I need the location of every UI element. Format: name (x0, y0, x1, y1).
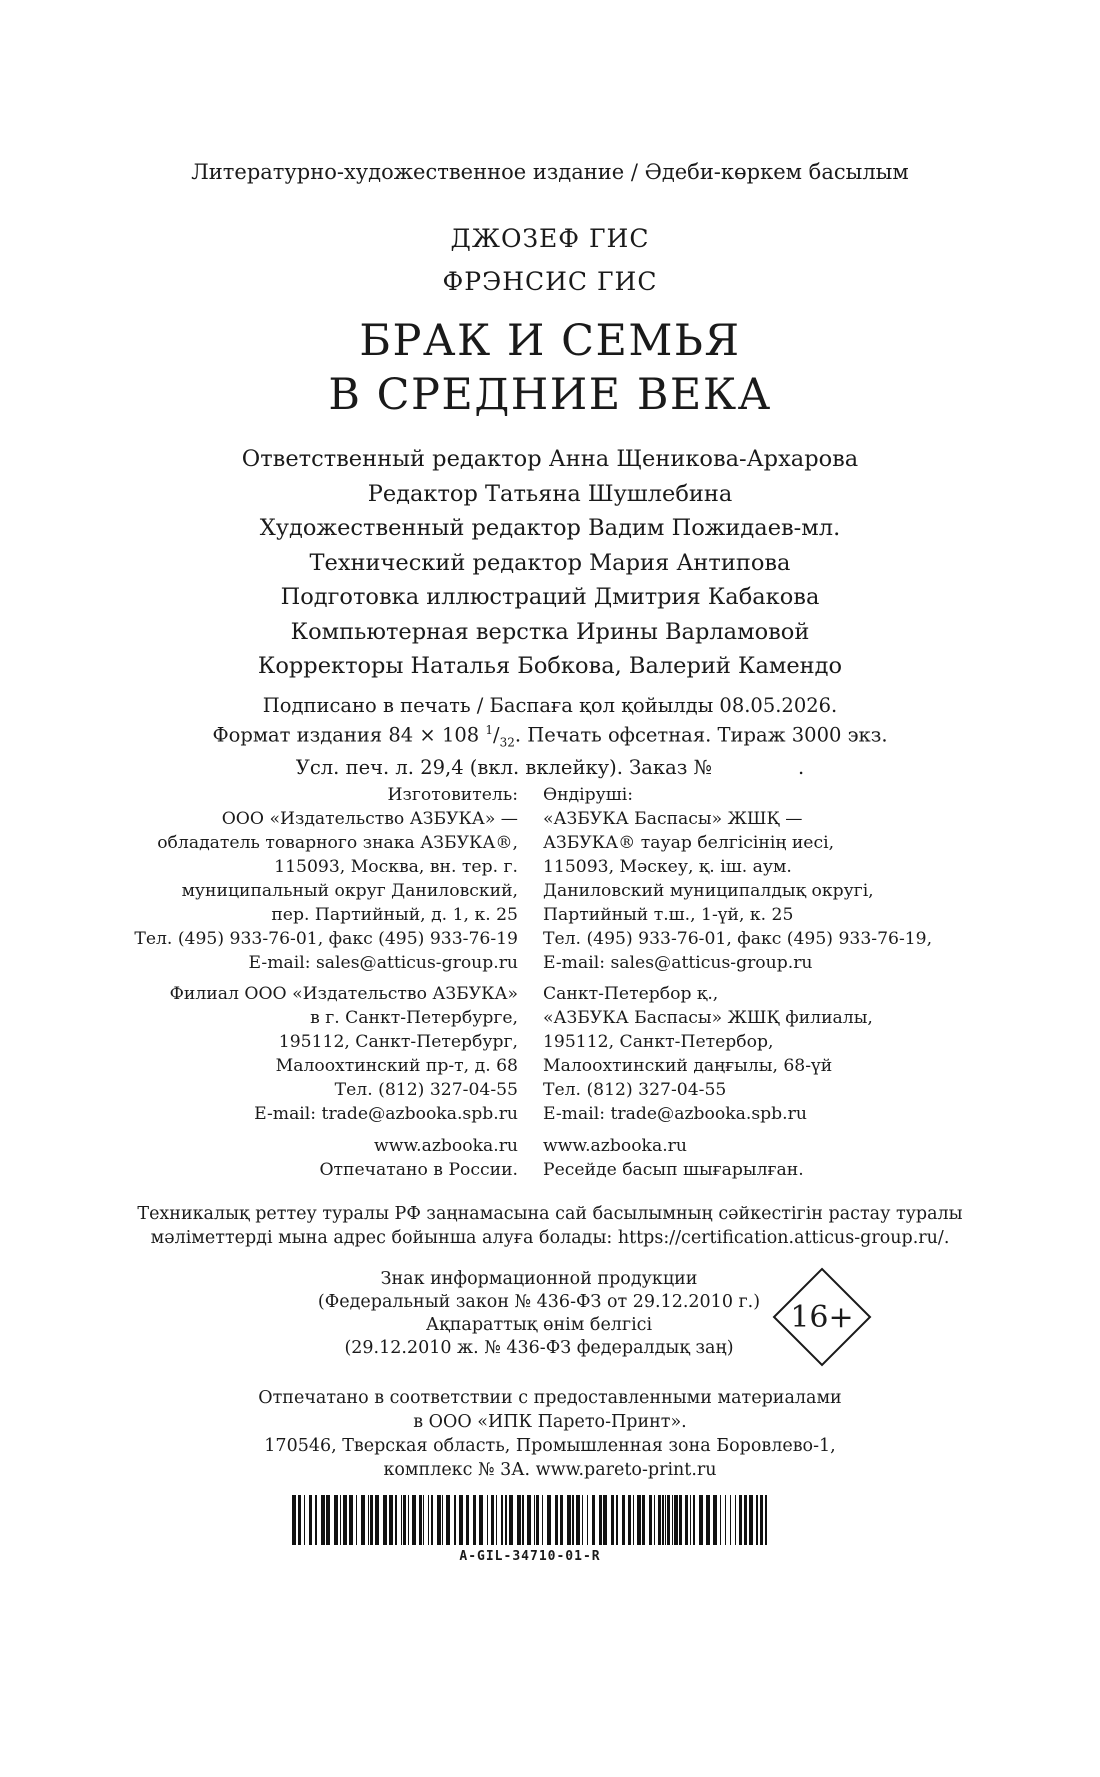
barcode-bar (509, 1495, 513, 1545)
barcode-bar (522, 1495, 524, 1545)
barcode-bar (690, 1495, 691, 1545)
branch-ru-line: Малоохтинский пр-т, д. 68 (275, 1056, 518, 1076)
barcode-bar (749, 1495, 753, 1545)
barcode-bar (292, 1495, 296, 1545)
barcode-bar (496, 1495, 497, 1545)
format-fraction-num: 1 (485, 723, 494, 737)
barcode-bar (454, 1495, 456, 1545)
barcode-bar (654, 1495, 655, 1545)
barcode-bar (419, 1495, 422, 1545)
barcode-bar (642, 1495, 645, 1545)
branch-kz-line: «АЗБУКА Баспасы» ЖШҚ филиалы, (543, 1008, 873, 1028)
credit-line: Компьютерная верстка Ирины Варламовой (290, 618, 810, 645)
mfr-ru-line: 115093, Москва, вн. тер. г. (274, 857, 518, 877)
cert-line: мәліметтерді мына адрес бойынша алуға болады: https://certification.atticus-group.ru/. (150, 1228, 950, 1248)
barcode-bar (735, 1495, 736, 1545)
barcode-bar (658, 1495, 661, 1545)
edition-type: Литературно-художественное издание / Әдеби-көркем басылым (191, 160, 909, 184)
barcode-bar (408, 1495, 409, 1545)
barcode-bar (321, 1495, 325, 1545)
branch-ru-line: E-mail: trade@azbooka.spb.ru (254, 1104, 518, 1124)
footer-kz-line: Ресейде басып шығарылған. (543, 1160, 804, 1180)
age-sign-line: (Федеральный закон № 436-ФЗ от 29.12.2010 г.) (317, 1292, 761, 1312)
footer-kz-line: www.azbooka.ru (543, 1136, 687, 1156)
branch-kz-line: 195112, Санкт-Петербор, (543, 1032, 774, 1052)
barcode-bar (459, 1495, 463, 1545)
age-sign-text (304, 1268, 774, 1360)
manufacturer-kz-column (543, 783, 932, 1182)
barcode-bar (706, 1495, 710, 1545)
barcode-bar (370, 1495, 373, 1545)
footer-ru-line: Отпечатано в России. (319, 1160, 518, 1180)
barcode-bar (315, 1495, 317, 1545)
barcode-bar (611, 1495, 614, 1545)
barcode-bar (567, 1495, 571, 1545)
mfr-ru-line: обладатель товарного знака АЗБУКА®, (157, 833, 518, 853)
barcode-bar (375, 1495, 379, 1545)
barcode-bar (649, 1495, 652, 1545)
barcode-bar (760, 1495, 763, 1545)
barcode-bar (383, 1495, 387, 1545)
barcode-bar (395, 1495, 397, 1545)
barcode-bar (679, 1495, 682, 1545)
barcode-bar (730, 1495, 731, 1545)
barcode-bar (431, 1495, 433, 1545)
branch-ru-line: Филиал ООО «Издательство АЗБУКА» (169, 984, 518, 1004)
barcode-bar (603, 1495, 607, 1545)
mfr-kz-line: «АЗБУКА Баспасы» ЖШҚ — (543, 809, 803, 829)
barcode-bar (501, 1495, 503, 1545)
format-prefix: Формат издания 84 × 108 (212, 723, 486, 747)
mfr-kz-line: Партийный т.ш., 1-үй, к. 25 (543, 905, 794, 925)
sheets-end: . (798, 756, 805, 780)
age-sign-line: Знак информационной продукции (380, 1269, 698, 1289)
barcode-bar (403, 1495, 406, 1545)
barcode-bar (622, 1495, 625, 1545)
barcode-bar (765, 1495, 767, 1545)
barcode-bar (389, 1495, 393, 1545)
barcode-bar (466, 1495, 469, 1545)
cert-line: Техникалық реттеу туралы РФ заңнамасына сай басылымның сәйкестігін растау туралы (137, 1204, 963, 1224)
barcode-bar (534, 1495, 535, 1545)
barcode-bar (542, 1495, 543, 1545)
print-info (0, 693, 1100, 780)
credit-line: Ответственный редактор Анна Щеникова-Архарова (241, 446, 859, 472)
barcode-bar (446, 1495, 450, 1545)
barcode-bar (685, 1495, 688, 1545)
barcode-bar (340, 1495, 341, 1545)
barcode-bar (361, 1495, 365, 1545)
barcode-bar (599, 1495, 602, 1545)
barcode-bar (572, 1495, 574, 1545)
barcode-bar (576, 1495, 580, 1545)
manufacturer-ru-column (134, 783, 518, 1182)
mfr-ru-line: Тел. (495) 933-76-01, факс (495) 933-76-19 (134, 929, 518, 949)
barcode-bar (423, 1495, 424, 1545)
book-title (0, 314, 1100, 422)
barcode-bar (298, 1495, 301, 1545)
mfr-ru-line: ООО «Издательство АЗБУКА» — (221, 809, 518, 829)
mfr-kz-line: 115093, Мәскеу, қ. іш. аум. (543, 857, 792, 877)
barcode-bar (633, 1495, 634, 1545)
format-suffix: . Печать офсетная. Тираж 3000 экз. (514, 723, 888, 747)
barcode-bar (442, 1495, 443, 1545)
barcode-bar (662, 1495, 664, 1545)
barcode-bar (527, 1495, 531, 1545)
barcode-bar (368, 1495, 369, 1545)
barcode-bar (725, 1495, 726, 1545)
title-line-1: БРАК И СЕМЬЯ (359, 316, 741, 366)
format-line (0, 718, 1100, 755)
barcode-bar (547, 1495, 551, 1545)
barcode-bar (401, 1495, 402, 1545)
fraction-slash: / (493, 723, 500, 747)
barcode-bar (536, 1495, 539, 1545)
barcode-bar (349, 1495, 353, 1545)
credit-line: Технический редактор Мария Антипова (309, 549, 791, 576)
barcode-bar (628, 1495, 631, 1545)
barcode-bar (304, 1495, 305, 1545)
title-line-2: В СРЕДНИЕ ВЕКА (328, 370, 772, 420)
author-1: ДЖОЗЕФ ГИС (450, 224, 650, 253)
printed-by-line: комплекс № 3А. www.pareto-print.ru (383, 1460, 717, 1480)
barcode-label: A-GIL-34710-01-R (459, 1549, 601, 1564)
barcode-bar (699, 1495, 703, 1545)
mfr-ru-line: муниципальный округ Даниловский, (181, 881, 518, 901)
sheets-text: Усл. печ. л. 29,4 (вкл. вклейку). Заказ № (295, 756, 712, 780)
barcode-bar (473, 1495, 476, 1545)
barcode-bar (334, 1495, 338, 1545)
barcode-bar (739, 1495, 742, 1545)
mfr-ru-line: E-mail: sales@atticus-group.ru (248, 953, 518, 973)
barcode-bar (674, 1495, 678, 1545)
barcode-bar (744, 1495, 747, 1545)
branch-kz-line: Санкт-Петербор қ., (543, 984, 719, 1004)
barcode-bar (665, 1495, 666, 1545)
mfr-kz-line: Өндіруші: (543, 785, 634, 805)
barcode-bar (326, 1495, 330, 1545)
format-fraction-den: 32 (499, 735, 515, 750)
mfr-ru-line: пер. Партийный, д. 1, к. 25 (271, 905, 518, 925)
barcode-bar (672, 1495, 673, 1545)
barcode-bar (309, 1495, 312, 1545)
credit-line: Корректоры Наталья Бобкова, Валерий Камендо (257, 653, 843, 679)
barcode-bar (555, 1495, 558, 1545)
age-rating-badge (772, 1267, 872, 1367)
mfr-kz-line: Тел. (495) 933-76-01, факс (495) 933-76-19, (543, 929, 933, 949)
age-sign-line: Ақпараттық өнім белгісі (425, 1315, 653, 1335)
branch-ru-line: Тел. (812) 327-04-55 (334, 1080, 518, 1100)
printed-by-line: 170546, Тверская область, Промышленная зона Боровлево-1, (264, 1436, 836, 1456)
barcode-bar (713, 1495, 717, 1545)
mfr-kz-line: E-mail: sales@atticus-group.ru (543, 953, 813, 973)
barcode-bar (356, 1495, 357, 1545)
barcode-bar (343, 1495, 347, 1545)
mfr-kz-line: АЗБУКА® тауар белгісінің иесі, (543, 833, 835, 853)
barcode-bar (587, 1495, 588, 1545)
barcode-bar (412, 1495, 416, 1545)
credit-line: Редактор Татьяна Шушлебина (367, 480, 733, 507)
branch-kz-line: Малоохтинский даңғылы, 68-үй (543, 1056, 833, 1076)
barcode-bar (517, 1495, 521, 1545)
barcode-bar (637, 1495, 641, 1545)
footer-ru-line: www.azbooka.ru (374, 1136, 518, 1156)
mfr-ru-line: Изготовитель: (387, 785, 518, 805)
barcode-bar (592, 1495, 595, 1545)
credit-line: Художественный редактор Вадим Пожидаев-мл. (259, 515, 841, 541)
barcode-bar (437, 1495, 441, 1545)
branch-ru-line: в г. Санкт-Петербурге, (310, 1008, 518, 1028)
age-sign-line: (29.12.2010 ж. № 436-ФЗ федералдық заң) (344, 1338, 734, 1358)
printed-by-line: Отпечатано в соответствии с предоставленными материалами (258, 1388, 842, 1408)
barcode-bar (720, 1495, 721, 1545)
barcode-bar (582, 1495, 583, 1545)
signed-date: Подписано в печать / Баспаға қол қойылды 08.05.2026. (262, 694, 838, 717)
barcode-bar (667, 1495, 670, 1545)
barcode-bar (693, 1495, 695, 1545)
printed-by-line: в ООО «ИПК Парето-Принт». (413, 1412, 687, 1432)
author-2: ФРЭНСИС ГИС (442, 267, 658, 296)
barcode-bar (491, 1495, 494, 1545)
certification-note (0, 1202, 1100, 1250)
mfr-kz-line: Даниловский муниципалдық округі, (543, 881, 874, 901)
printed-by (0, 1386, 1100, 1482)
credit-line: Подготовка иллюстраций Дмитрия Кабакова (280, 584, 820, 610)
branch-ru-line: 195112, Санкт-Петербург, (278, 1032, 518, 1052)
sheets-line (0, 755, 1100, 780)
branch-kz-line: E-mail: trade@azbooka.spb.ru (543, 1104, 807, 1124)
barcode-bar (616, 1495, 618, 1545)
branch-kz-line: Тел. (812) 327-04-55 (543, 1080, 727, 1100)
credits-list (0, 442, 1100, 684)
barcode-bar (505, 1495, 507, 1545)
barcode-bar (756, 1495, 758, 1545)
barcode-bar (487, 1495, 488, 1545)
barcode-bar (560, 1495, 563, 1545)
barcode-bar (428, 1495, 429, 1545)
age-rating-text: 16+ (790, 1300, 854, 1335)
barcode (292, 1495, 768, 1545)
barcode-bar (479, 1495, 483, 1545)
